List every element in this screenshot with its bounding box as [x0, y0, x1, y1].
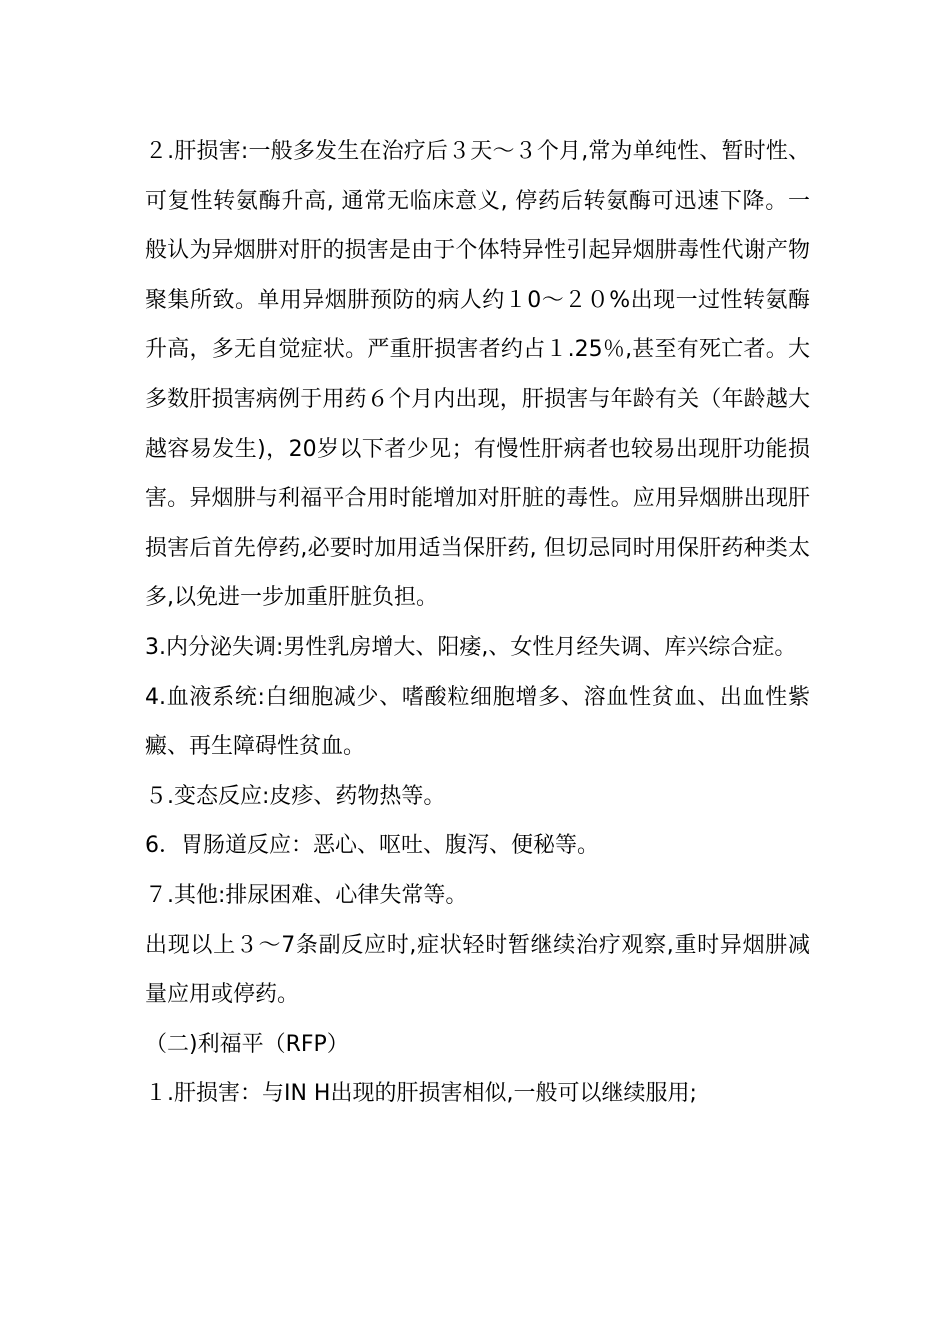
paragraph-liver-damage-rfp: １.肝损害：与IN H出现的肝损害相似,一般可以继续服用;	[145, 1081, 697, 1107]
paragraph-blood-system: 4.血液系统:白细胞减少、嗜酸粒细胞增多、溶血性贫血、出血性紫癜、再生障碍性贫血。	[145, 684, 810, 760]
section-heading-rifampicin: （二)利福平（RFP）	[145, 1031, 349, 1057]
paragraph-allergic-reaction: ５.变态反应:皮疹、药物热等。	[145, 783, 446, 809]
paragraph-gastrointestinal: 6．胃肠道反应：恶心、呕吐、腹泻、便秘等。	[145, 833, 599, 859]
paragraph-endocrine: 3.内分泌失调:男性乳房增大、阳痿,、女性月经失调、库兴综合症。	[145, 634, 797, 660]
paragraph-liver-damage-inh: ２.肝损害:一般多发生在治疗后３天～３个月,常为单纯性、暂时性、可复性转氨酶升高, 通常无临床意义, 停药后转氨酶可迅速下降。一般认为异烟肼对肝的损害是由于个体特异性引起异烟肼毒性代谢产物聚集所致。单用异烟肼预防的病人约１0～２０%出现一过性转氨酶升高，多无自觉症状。严重肝损害者约占１.25％,甚至有死亡者。大多数肝损害病例于用药６个月内出现，肝损害与年龄有关（年龄越大越容易发生)，20岁以下者少见；有慢性肝病者也较易出现肝功能损害。异烟肼与利福平合用时能增加对肝脏的毒性。应用异烟肼出现肝损害后首先停药,必要时加用适当保肝药, 但切忌同时用保肝药种类太多,以免进一步加重肝脏负担。	[145, 139, 810, 611]
paragraph-other: ７.其他:排尿困难、心律失常等。	[145, 882, 468, 908]
paragraph-side-effect-handling: 出现以上３～7条副反应时,症状轻时暂继续治疗观察,重时异烟肼减量应用或停药。	[145, 932, 810, 1008]
document-body	[145, 127, 810, 1119]
